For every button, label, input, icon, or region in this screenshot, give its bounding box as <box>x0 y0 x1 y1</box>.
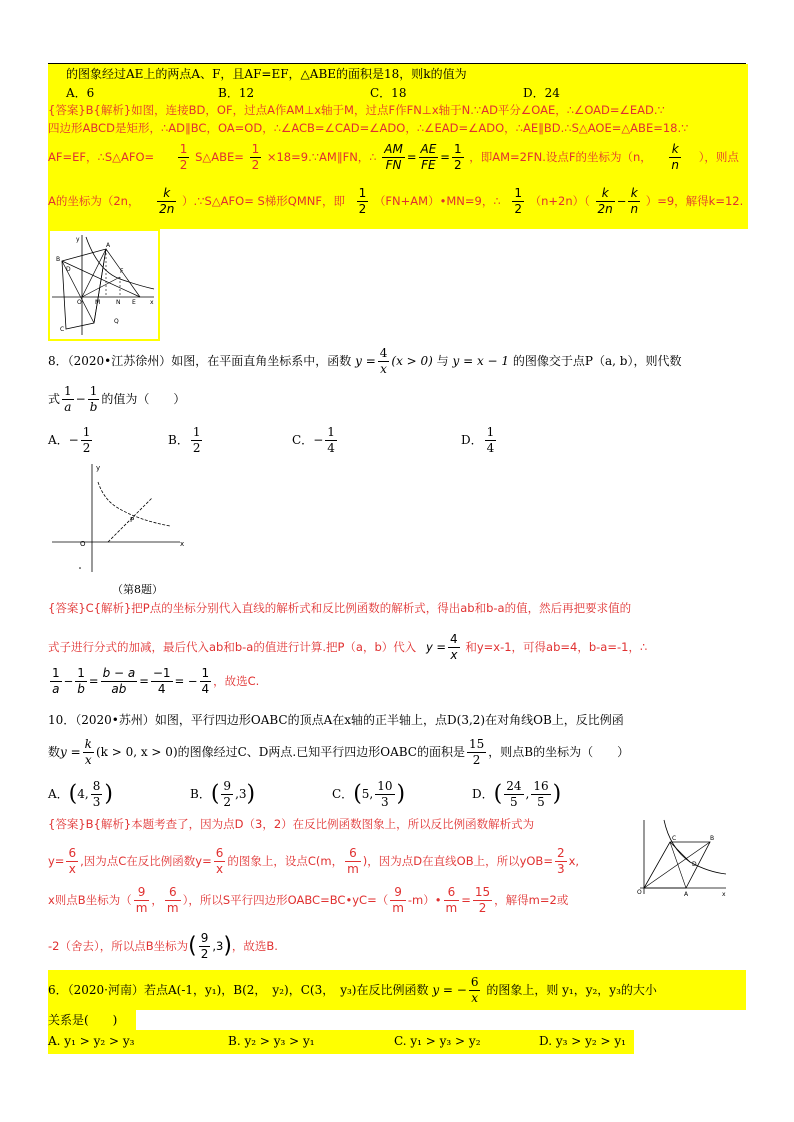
fraction-half: $\frac{1}{2}$ <box>453 142 462 172</box>
fig-label: D <box>66 266 71 273</box>
fig-label: E <box>132 299 136 306</box>
q7-answer-line-2: 四边形ABCD是矩形，∴AD∥BC，OA=OD，∴∠ACB=∠CAD=∠ADO，∴∠EAD=∠ADO，∴AE∥BD.∴S△AOE=△ABE=18.∵ <box>48 121 689 135</box>
q6-option-d[interactable]: D. y₃ > y₂ > y₁ <box>539 1034 626 1048</box>
fig-label: Q <box>114 318 119 325</box>
q10-option-a[interactable]: A．(4, $\frac{8}{3}$ ) <box>48 779 113 809</box>
q7-figure <box>50 231 158 339</box>
q10-stem-line-1: 10．（2020•苏州）如图，平行四边形OABC的顶点A在x轴的正半轴上，点D(3,2)在对角线OB上，反比例函 <box>48 713 624 727</box>
fig-label: A <box>684 891 689 898</box>
fraction-1-over-b: $\frac{1}{b}$ <box>89 384 98 414</box>
fig-label: y <box>96 464 101 472</box>
fraction-half: $\frac{1}{2}$ <box>514 186 522 216</box>
fraction-half: $\frac{1}{2}$ <box>251 142 260 172</box>
fraction-k-2n: $\frac{k}{2n}$ <box>159 186 175 216</box>
q8-option-c[interactable]: C．− $\frac{1}{4}$ <box>292 425 335 455</box>
fig-label: P <box>130 516 135 524</box>
q10-figure <box>634 818 730 898</box>
q8-answer-line-2: 式子进行分式的加减，最后代入ab和b-a的值进行计算.把P（a，b）代入 y = $\frac{4}{x}$ 和y=x-1，可得ab=4，b-a=-1，∴ <box>48 632 648 662</box>
q8-stem-line-1: 8．（2020•江苏徐州）如图，在平面直角坐标系中，函数 y = $\frac{4}{x}$ (x > 0) 与 y = x − 1 的图像交于点P（a, b），则代数 <box>48 346 682 376</box>
fraction-k-2n: $\frac{k}{2n}$ <box>597 186 613 216</box>
fig-label: O <box>80 540 86 548</box>
q6-stem-line-1: 6．（2020·河南）若点A(-1，y₁)，B(2， y₂)，C(3， y₃)在反比例函数 y = − $\frac{6}{x}$ 的图象上，则 y₁，y₂，y₃的大小 <box>48 975 657 1005</box>
fraction-half: $\frac{1}{2}$ <box>358 186 367 216</box>
q6-stem-line-2: 关系是( ) <box>48 1013 118 1027</box>
fig-label: B <box>56 256 61 263</box>
q6-option-a[interactable]: A. y₁ > y₂ > y₃ <box>48 1034 135 1048</box>
q6-option-b[interactable]: B. y₂ > y₃ > y₁ <box>228 1034 315 1048</box>
fraction-k-n: $\frac{k}{n}$ <box>671 142 680 172</box>
fig-label: N <box>116 299 121 306</box>
q10-option-c[interactable]: C．(5, $\frac{10}{3}$ ) <box>332 779 406 809</box>
fig-label: O <box>77 299 82 306</box>
fraction-k-n: $\frac{k}{n}$ <box>630 186 639 216</box>
fig-label: B <box>710 835 715 842</box>
q7-answer-line-1: {答案}B{解析}如图，连接BD，OF，过点A作AM⊥x轴于M，过点F作FN⊥x轴于N.∵AD平分∠OAE，∴∠OAD=∠EAD.∵ <box>48 103 665 117</box>
fig-label: x <box>722 891 726 898</box>
q10-option-d[interactable]: D．( $\frac{24}{5}$ , $\frac{16}{5}$ ) <box>472 779 562 809</box>
q7-answer-line-4: A的坐标为（2n， $\frac{k}{2n}$ ）.∵S△AFO= S梯形QMNF，即 $\frac{1}{2}$ （FN+AM）•MN=9，∴ $\frac{1}{2}$ （n+2n）（ $\frac{k}{2n}$ − $\frac{k}{n}$ ）=9，解得k=12. <box>48 186 744 216</box>
fig-label: D <box>692 861 697 868</box>
q8-option-b[interactable]: B． $\frac{1}{2}$ <box>168 425 201 455</box>
q8-answer-line-1: {答案}C{解析}把P点的坐标分别代入直线的解析式和反比例函数的解析式，得出ab和b-a的值，然后再把要求值的 <box>48 601 632 615</box>
fraction-ae-fe: $\frac{AE}{FE}$ <box>420 142 437 172</box>
q7-option-c[interactable]: C．18 <box>370 86 407 100</box>
q8-figure <box>50 462 190 580</box>
q8-option-a[interactable]: A．− $\frac{1}{2}$ <box>48 425 91 455</box>
q10-answer-line-4: -2（舍去），所以点B坐标为( $\frac{9}{2}$ ,3)，故选B. <box>48 931 278 961</box>
fig-label: x <box>180 540 185 548</box>
q10-answer-line-2: y= $\frac{6}{x}$ ,因为点C在反比例函数y= $\frac{6}{x}$ 的图象上，设点C(m， $\frac{6}{m}$ )，因为点D在直线OB上，所以yOB= $\frac{2}{3}$ x, <box>48 846 580 876</box>
fig-label: O <box>637 889 642 896</box>
fig-label: x <box>150 299 154 306</box>
q7-stem: 的图象经过AE上的两点A、F，且AF=EF，△ABE的面积是18，则k的值为 <box>66 67 467 81</box>
q10-answer-line-3: x则点B坐标为（ $\frac{9}{m}$ ， $\frac{6}{m}$ ），所以S平行四边形OABC=BC•yC=（ $\frac{9}{m}$ -m）• $\frac{6}{m}$ = $\frac{15}{2}$ ，解得m=2或 <box>48 885 569 915</box>
q8-stem-line-2: 式 $\frac{1}{a}$ − $\frac{1}{b}$ 的值为（ ） <box>48 384 186 414</box>
fraction-1-over-a: $\frac{1}{a}$ <box>64 384 72 414</box>
fig-label: C <box>60 326 65 333</box>
q8-figure-caption: （第8题） <box>112 583 163 596</box>
q10-stem-line-2: 数y = $\frac{k}{x}$ (k > 0, x > 0)的图像经过C、D两点.已知平行四边形OABC的面积是 $\frac{15}{2}$ ，则点B的坐标为（ ） <box>48 737 630 767</box>
q10-option-b[interactable]: B．( $\frac{9}{2}$ ,3) <box>190 779 256 809</box>
fig-label: C <box>672 835 677 842</box>
fraction-4-over-x: $\frac{4}{x}$ <box>379 346 388 376</box>
q10-answer-line-1: {答案}B{解析}本题考查了，因为点D（3，2）在反比例函数图象上，所以反比例函数解析式为 <box>48 817 535 831</box>
fig-label: F <box>120 268 124 275</box>
q7-option-a[interactable]: A．6 <box>66 86 95 100</box>
q6-option-c[interactable]: C. y₁ > y₃ > y₂ <box>394 1034 481 1048</box>
q8-answer-line-3: $\frac{1}{a}$ − $\frac{1}{b}$ = $\frac{b - a}{ab}$ = $\frac{-1}{4}$ = − $\frac{1}{4}$ ，故选C. <box>52 666 260 696</box>
fig-label: A <box>106 242 111 249</box>
q7-answer-line-3: AF=EF，∴S△AFO= $\frac{1}{2}$ S△ABE= $\frac{1}{2}$ ×18=9.∵AM∥FN，∴ $\frac{AM}{FN}$ = $\frac{AE}{FE}$ = $\frac{1}{2}$ ，即AM=2FN.设点F的坐标为（n， $\frac{k}{n}$ ），则点 <box>48 142 739 172</box>
q8-option-d[interactable]: D． $\frac{1}{4}$ <box>461 425 495 455</box>
fraction-half: $\frac{1}{2}$ <box>179 142 188 172</box>
fig-label: y <box>76 236 80 243</box>
q7-option-b[interactable]: B．12 <box>218 86 255 100</box>
q7-option-d[interactable]: D．24 <box>523 86 560 100</box>
fraction-am-fn: $\frac{AM}{FN}$ <box>384 142 403 172</box>
fig-label: M <box>95 299 101 306</box>
